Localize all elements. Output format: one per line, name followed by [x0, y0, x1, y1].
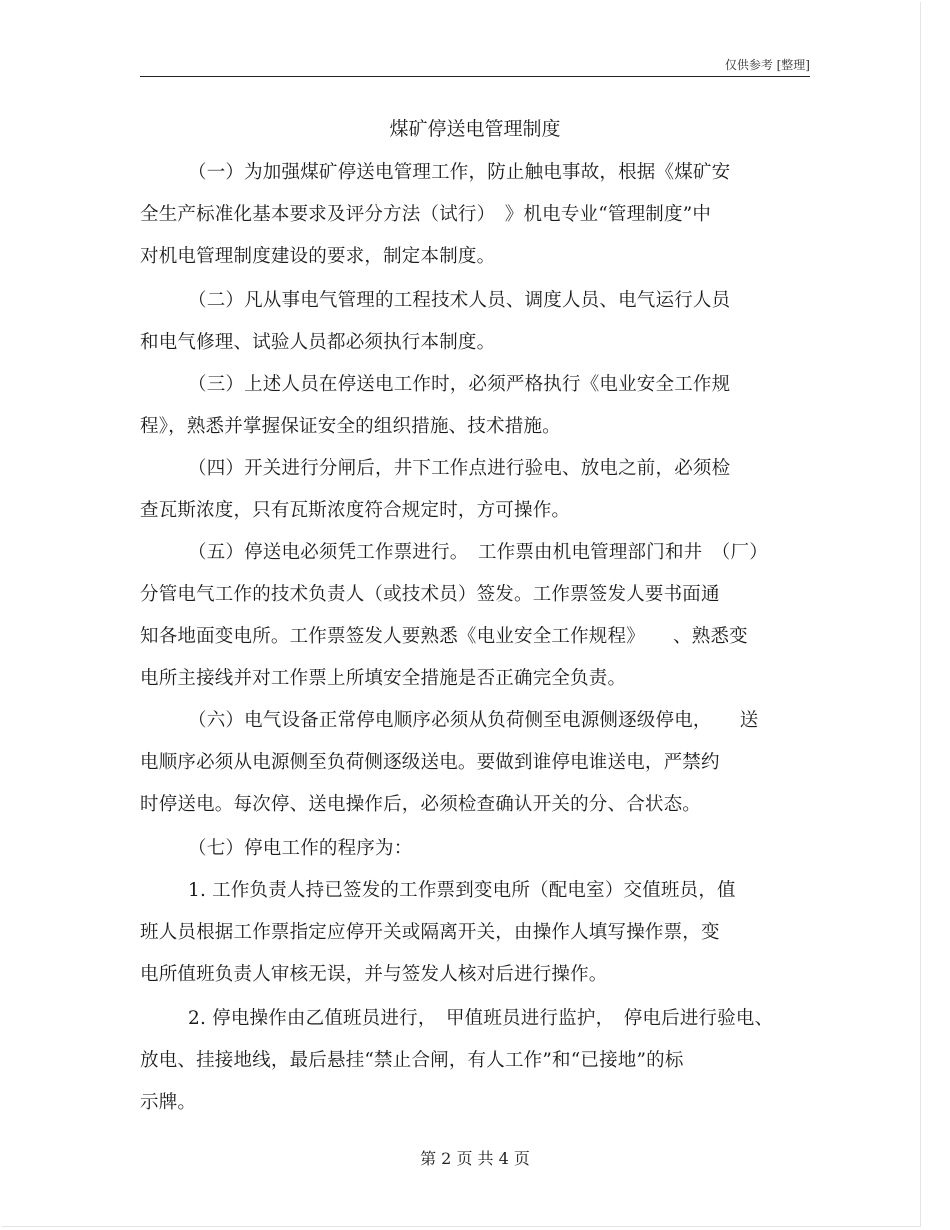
paragraph-line: 分管电气工作的技术负责人（或技术员）签发。工作票签发人要书面通	[140, 584, 720, 605]
document-title: 煤矿停送电管理制度	[389, 118, 561, 140]
header-divider	[140, 76, 810, 77]
paragraph-line: 知各地面变电所。工作票签发人要熟悉《电业安全工作规程》 、熟悉变	[140, 626, 748, 647]
paragraph-line: 1. 工作负责人持已签发的工作票到变电所（配电室）交值班员，值	[188, 880, 736, 901]
paragraph-line: （六）电气设备正常停电顺序必须从负荷侧至电源侧逐级停电， 送	[188, 710, 759, 731]
paragraph-line: 放电、挂接地线，最后悬挂“禁止合闸，有人工作”和“已接地”的标	[140, 1050, 684, 1071]
paragraph-line: 和电气修理、试验人员都必须执行本制度。	[140, 332, 496, 353]
paragraph-line: 示牌。	[140, 1092, 197, 1113]
paragraph-line: 电所主接线并对工作票上所填安全措施是否正确完全负责。	[140, 668, 627, 689]
paragraph-line: （三）上述人员在停送电工作时，必须严格执行《电业安全工作规	[188, 374, 731, 395]
paragraph-line: 班人员根据工作票指定应停开关或隔离开关，由操作人填写操作票，变	[140, 922, 720, 943]
paragraph-line: （四）开关进行分闸后，井下工作点进行验电、放电之前，必须检	[188, 458, 731, 479]
paragraph-line: 电所值班负责人审核无误，并与签发人核对后进行操作。	[140, 964, 608, 985]
paragraph-line: 全生产标准化基本要求及评分方法（试行） 》机电专业“管理制度”中	[140, 204, 712, 225]
paragraph-line: 对机电管理制度建设的要求，制定本制度。	[140, 246, 496, 267]
paragraph-line: 电顺序必须从电源侧至负荷侧逐级送电。要做到谁停电谁送电，严禁约	[140, 752, 720, 773]
header-label: 仅供参考 [整理]	[724, 58, 810, 72]
paragraph-line: （五）停送电必须凭工作票进行。 工作票由机电管理部门和井 （厂）	[188, 542, 768, 563]
paragraph-line: 2. 停电操作由乙值班员进行， 甲值班员进行监护， 停电后进行验电、	[188, 1008, 774, 1029]
paragraph-line: 时停送电。每次停、送电操作后，必须检查确认开关的分、合状态。	[140, 794, 702, 815]
paragraph-line: （二）凡从事电气管理的工程技术人员、调度人员、电气运行人员	[188, 290, 731, 311]
paragraph-line: （七）停电工作的程序为：	[188, 838, 413, 859]
paragraph-line: （一）为加强煤矿停送电管理工作，防止触电事故，根据《煤矿安	[188, 162, 731, 183]
page-number: 第 2 页 共 4 页	[420, 1149, 530, 1168]
paragraph-line: 查瓦斯浓度，只有瓦斯浓度符合规定时，方可操作。	[140, 500, 571, 521]
paragraph-line: 程》，熟悉并掌握保证安全的组织措施、技术措施。	[140, 416, 561, 437]
